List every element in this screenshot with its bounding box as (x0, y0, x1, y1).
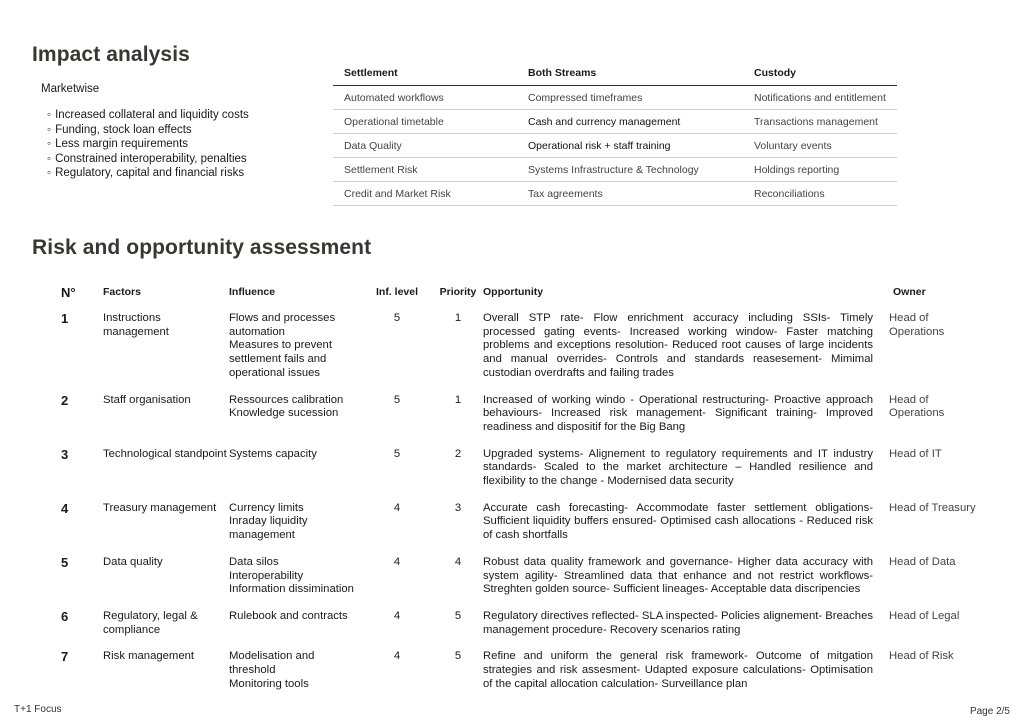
factor-cell: Treasury management (103, 501, 217, 514)
row-number: 3 (61, 446, 69, 462)
influence-line: Inraday liquidity management (229, 515, 308, 542)
table-row (333, 182, 897, 206)
header-both-streams: Both Streams (517, 60, 743, 86)
influence-cell (229, 394, 361, 448)
influence-cell (229, 556, 361, 610)
priority-cell: 1 (454, 393, 462, 406)
priority-cell: 4 (454, 555, 462, 568)
influence-line: Knowledge sucession (229, 407, 339, 420)
table-cell: Holdings reporting (754, 163, 840, 176)
influence-line: Data silos (229, 555, 279, 568)
factor-cell: Regulatory, legal & compliance (103, 609, 198, 636)
inf-level-cell: 4 (393, 609, 401, 622)
table-row (333, 158, 897, 182)
opportunity-cell: Overall STP rate- Flow enrichment accuracy including SSIs- Timely processed gating events- Increased working window- Faster matching problems and exceptions resolution- Reduced root causes of large incidents and manual overrides- Controls and standards reasesement- Mimimal custodian overdrafts and failing trades (483, 312, 873, 379)
table-row (333, 86, 897, 110)
table-cell: Compressed timeframes (528, 91, 643, 104)
table-cell: Systems Infrastructure & Technology (528, 163, 699, 176)
table-row (57, 650, 977, 704)
influence-line: Information dissimination (229, 583, 354, 596)
row-number: 2 (61, 392, 69, 408)
marketwise-label: Marketwise (41, 83, 100, 95)
owner-cell: Head of Risk (889, 650, 954, 663)
table-cell: Transactions management (754, 115, 878, 128)
table-cell: Tax agreements (528, 187, 603, 200)
header-opportunity: Opportunity (483, 286, 544, 299)
table-cell: Notifications and entitlement (754, 91, 886, 104)
list-item: ◦ Constrained interoperability, penalties (47, 152, 249, 167)
owner-cell: Head of Treasury (889, 501, 976, 514)
page-number: Page 2/5 (969, 706, 1010, 717)
header-settlement: Settlement (333, 60, 517, 86)
factor-cell: Data quality (103, 555, 163, 568)
row-number: 7 (61, 649, 69, 665)
owner-cell: Head of Operations (889, 312, 945, 338)
influence-cell (229, 610, 361, 650)
row-number: 1 (61, 311, 69, 326)
list-item: ◦ Regulatory, capital and financial risks (47, 166, 249, 181)
owner-cell: Head of IT (889, 447, 942, 460)
inf-level-cell: 4 (393, 555, 401, 568)
header-owner: Owner (893, 286, 926, 299)
opportunity-cell: Upgraded systems- Alignement to regulatory requirements and IT industry standards- Scaled to the market architecture – Handled resilience and flexibility to the change - Modernised data security (483, 447, 873, 488)
influence-line: Measures to prevent settlement fails and operational issues (229, 339, 332, 379)
marketwise-list (47, 108, 249, 181)
inf-level-cell: 4 (393, 501, 401, 514)
table-cell: Voluntary events (754, 139, 832, 152)
header-priority: Priority (439, 286, 477, 299)
row-number: 6 (61, 608, 69, 624)
table-cell: Settlement Risk (344, 163, 418, 176)
factor-cell: Risk management (103, 650, 195, 663)
inf-level-cell: 5 (393, 312, 401, 324)
table-row (57, 502, 977, 556)
impact-table (333, 60, 897, 206)
table-cell: Credit and Market Risk (344, 187, 451, 200)
opportunity-cell: Accurate cash forecasting- Accommodate faster settlement obligations- Sufficient liquidity buffers ensured- Optimised cash allocations - Reduced risk of cash shortfalls (483, 501, 873, 542)
opportunity-cell: Increased of working windo - Operational restructuring- Proactive approach behaviours- Increased risk management- Significant training- Improved readiness and dispositif for the Big Bang (483, 393, 873, 433)
risk-assessment-title: Risk and opportunity assessment (32, 236, 372, 259)
influence-cell (229, 304, 361, 394)
list-item: ◦ Increased collateral and liquidity costs (47, 108, 249, 123)
header-inf-level: Inf. level (375, 286, 418, 299)
factor-cell: Staff organisation (103, 393, 191, 406)
opportunity-cell: Refine and uniform the general risk framework- Outcome of mitgation strategies and risk assesment- Udapted exposure calculations- Optimisation of the capital allocation calculation- Surveillance plan (483, 650, 873, 690)
factor-cell: Technological standpoint (103, 447, 227, 460)
inf-level-cell: 5 (393, 447, 401, 460)
influence-cell (229, 448, 361, 502)
priority-cell: 1 (454, 312, 462, 324)
table-cell: Operational risk + staff training (528, 139, 671, 152)
influence-line: Currency limits (229, 501, 304, 514)
header-influence: Influence (229, 286, 276, 299)
priority-cell: 5 (454, 609, 462, 622)
priority-cell: 2 (454, 447, 462, 460)
influence-line: Monitoring tools (229, 677, 309, 690)
header-custody: Custody (743, 60, 897, 86)
priority-cell: 3 (454, 501, 462, 514)
table-cell: Operational timetable (344, 115, 444, 128)
factor-cell: Instructions management (103, 312, 169, 338)
risk-table (57, 282, 977, 704)
table-row (333, 110, 897, 134)
influence-cell (229, 650, 361, 704)
footer-label: T+1 Focus (14, 704, 62, 715)
header-factors: Factors (103, 286, 141, 299)
list-item: ◦ Less margin requirements (47, 137, 249, 152)
table-row (57, 304, 977, 394)
influence-line: Interoperability (229, 569, 304, 582)
table-row (57, 610, 977, 650)
table-row (57, 556, 977, 610)
opportunity-cell: Robust data quality framework and governance- Higher data accuracy with system agility- Streamlined data that enhance and not restrict workflows- Streghten golden source- Sufficient lineages- Acceptable data discripencies (483, 555, 873, 596)
opportunity-cell: Regulatory directives reflected- SLA inspected- Policies alignement- Breaches management procedure- Recovery scenarios rating (483, 609, 873, 636)
row-number: 5 (61, 554, 69, 570)
influence-line: Rulebook and contracts (229, 609, 348, 622)
table-row (333, 134, 897, 158)
table-row (57, 448, 977, 502)
influence-line: Modelisation and threshold (229, 650, 315, 677)
table-cell: Reconciliations (754, 187, 825, 200)
table-row (57, 394, 977, 448)
influence-line: Flows and processes automation (229, 312, 336, 338)
table-cell: Automated workflows (344, 91, 444, 104)
owner-cell: Head of Operations (889, 393, 945, 420)
owner-cell: Head of Legal (889, 609, 960, 622)
impact-analysis-title: Impact analysis (32, 43, 190, 66)
header-number: N° (61, 285, 76, 301)
influence-cell (229, 502, 361, 556)
priority-cell: 5 (454, 650, 462, 663)
list-item: ◦ Funding, stock loan effects (47, 123, 249, 138)
influence-line: Systems capacity (229, 447, 317, 460)
influence-line: Ressources calibration (229, 393, 344, 406)
owner-cell: Head of Data (889, 555, 956, 568)
inf-level-cell: 5 (393, 393, 401, 406)
inf-level-cell: 4 (393, 650, 401, 663)
table-cell: Cash and currency management (528, 115, 681, 128)
table-cell: Data Quality (344, 139, 402, 152)
row-number: 4 (61, 500, 69, 516)
